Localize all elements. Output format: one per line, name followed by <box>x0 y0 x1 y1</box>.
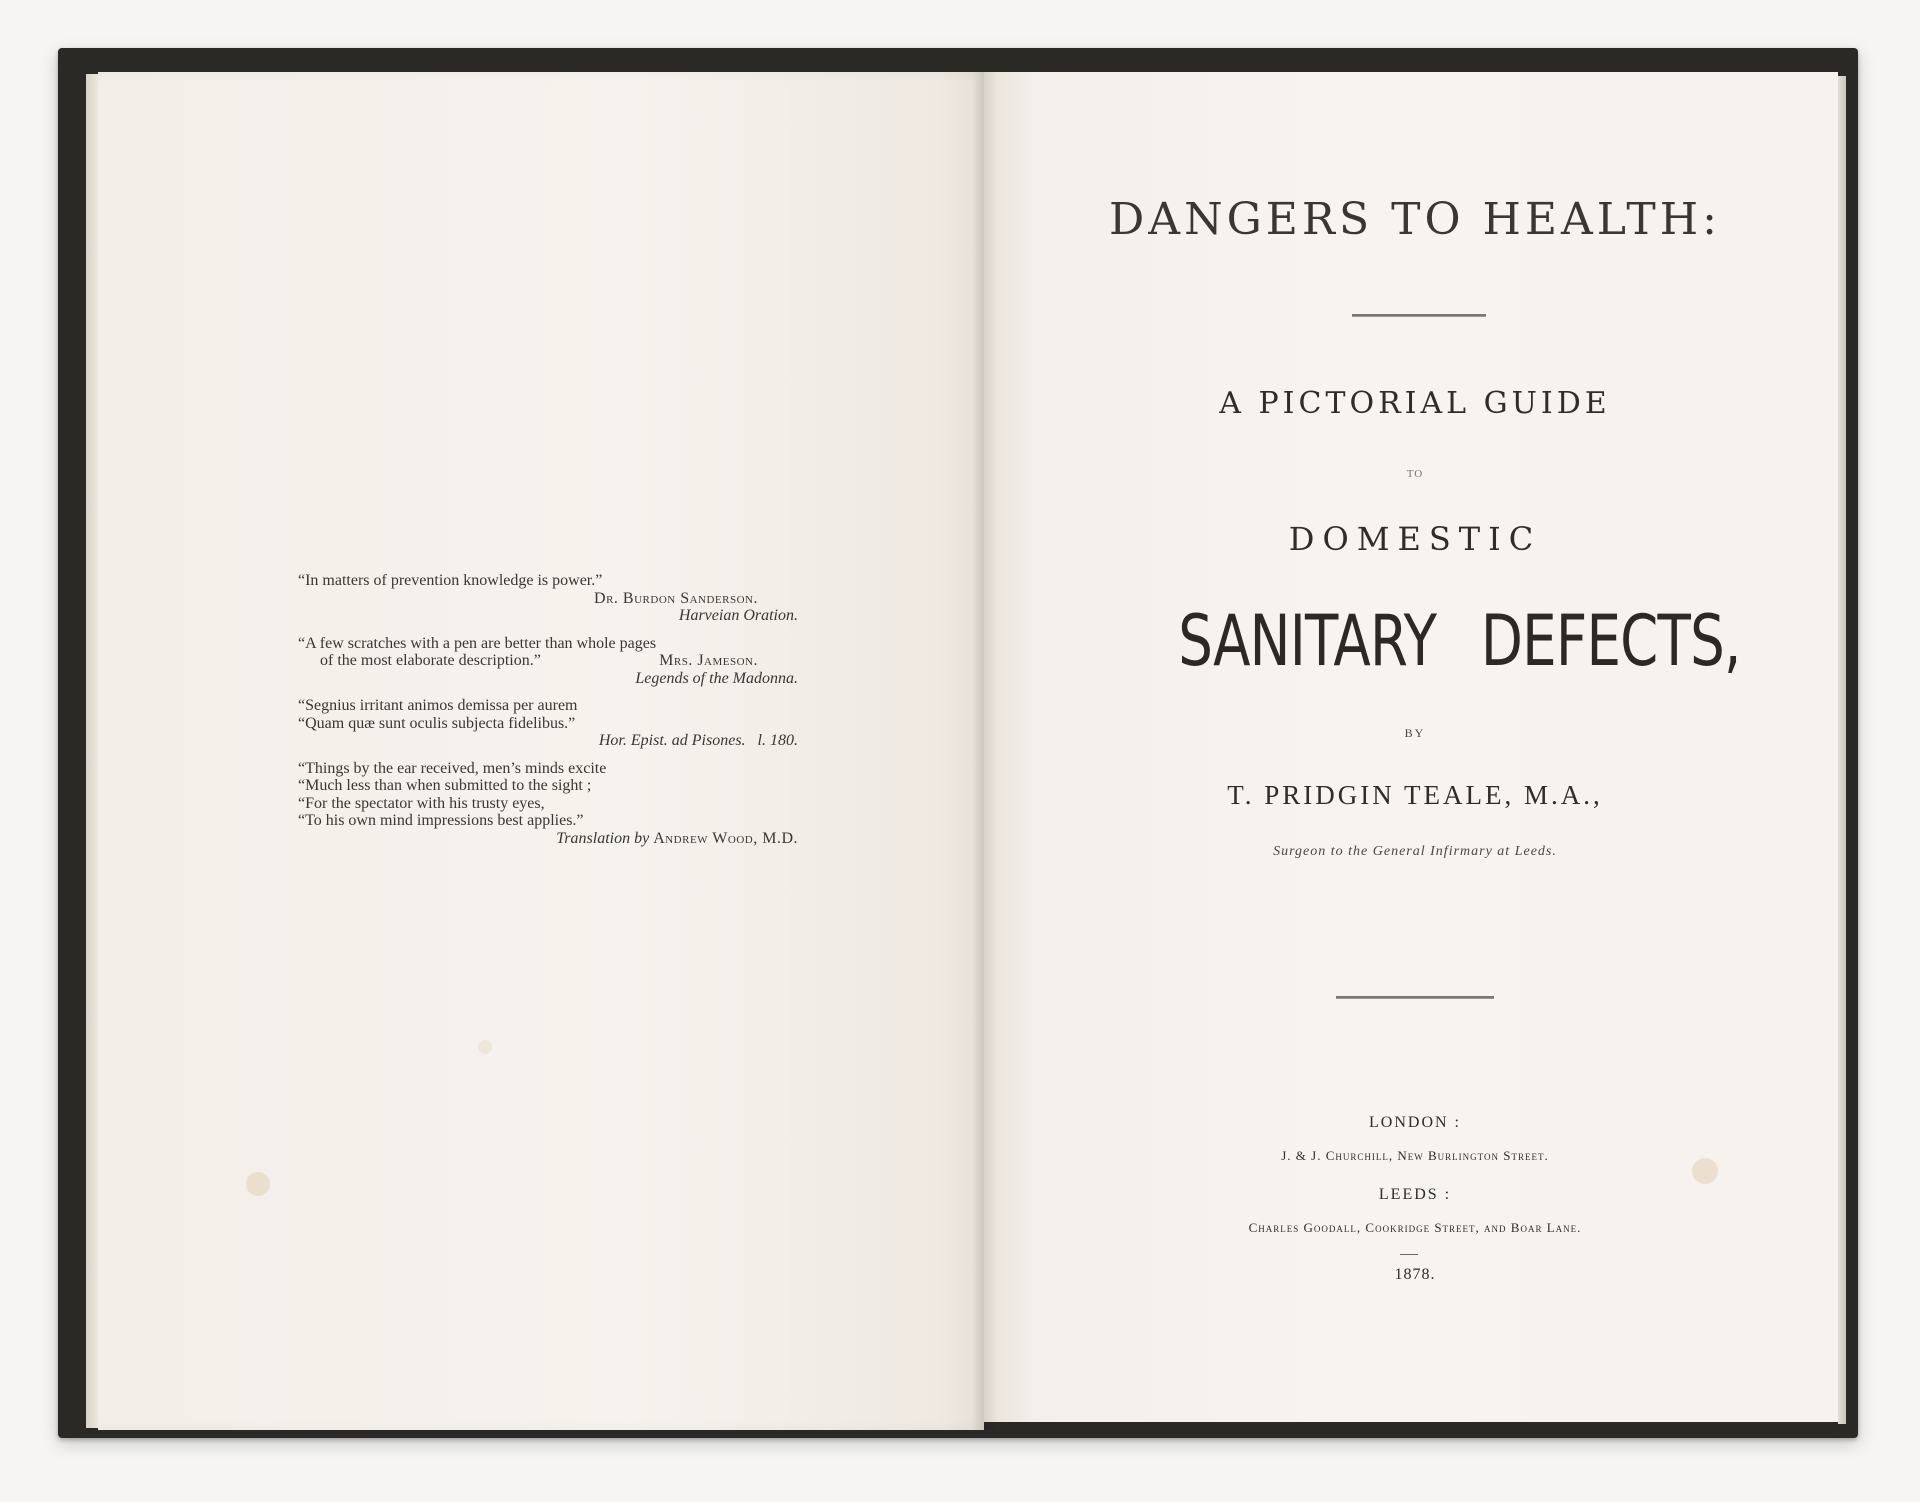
subtitle-to: TO <box>1406 468 1424 480</box>
main-title: SANITARY DEFECTS, <box>1178 600 1741 682</box>
epigraph-line-ref: l. 180. <box>757 732 798 749</box>
epigraph-quote: “In matters of prevention knowledge is power.” <box>298 572 603 589</box>
epigraph-quote: “Segnius irritant animos demissa per aurem <box>298 697 578 714</box>
epigraph-quote: “Quam quæ sunt oculis subjecta fidelibus.” <box>298 714 576 732</box>
epigraph-quote: “Things by the ear received, men’s minds excite <box>298 759 607 777</box>
imprint-publisher-london: J. & J. Churchill, New Burlington Street. <box>1281 1148 1549 1163</box>
epigraph-author: Mrs. Jameson. <box>659 652 758 669</box>
imprint-city-london: LONDON : <box>1369 1114 1461 1131</box>
author-name: T. PRIDGIN TEALE, M.A., <box>1227 780 1603 810</box>
book-gutter <box>972 72 998 1430</box>
publication-year: 1878. <box>1394 1266 1436 1283</box>
epigraph-source: Hor. Epist. ad Pisones. <box>598 732 746 749</box>
epigraph-4 <box>298 760 798 848</box>
imprint-publisher-leeds: Charles Goodall, Cookridge Street, and Boar Lane. <box>1248 1220 1582 1235</box>
foxing-spot <box>246 1172 270 1196</box>
translation-label: Translation by <box>556 829 650 847</box>
epigraph-source: Harveian Oration. <box>678 607 798 624</box>
by-label: BY <box>1404 726 1426 740</box>
imprint-rule <box>1336 996 1494 999</box>
epigraph-1 <box>298 572 798 625</box>
epigraph-quote: “A few scratches with a pen are better than whole pages <box>298 634 657 652</box>
author-role: Surgeon to the General Infirmary at Leeds. <box>1273 844 1557 859</box>
epigraphs <box>298 572 798 857</box>
book-title: DANGERS TO HEALTH: <box>1109 194 1721 245</box>
epigraph-3 <box>298 697 798 750</box>
subtitle: A PICTORIAL GUIDE <box>1219 386 1611 421</box>
epigraph-quote: “Much less than when submitted to the sight ; <box>298 777 592 794</box>
subtitle-domestic: DOMESTIC <box>1288 520 1542 558</box>
page-edge-left <box>86 74 98 1428</box>
epigraph-source: Legends of the Madonna. <box>635 669 798 687</box>
imprint-dash <box>1400 1254 1418 1255</box>
page-edge-right <box>1838 76 1846 1424</box>
epigraph-quote: “For the spectator with his trusty eyes, <box>298 794 545 812</box>
epigraph-quote: “To his own mind impressions best applies.” <box>298 812 584 829</box>
epigraph-quote: of the most elaborate description.” <box>320 652 541 669</box>
title-rule <box>1352 314 1486 317</box>
foxing-spot <box>478 1040 492 1054</box>
epigraph-2 <box>298 635 798 688</box>
epigraph-author: Dr. Burdon Sanderson. <box>594 589 758 607</box>
imprint-city-leeds: LEEDS : <box>1378 1186 1452 1203</box>
translator-name: Andrew Wood, M.D. <box>653 829 798 847</box>
